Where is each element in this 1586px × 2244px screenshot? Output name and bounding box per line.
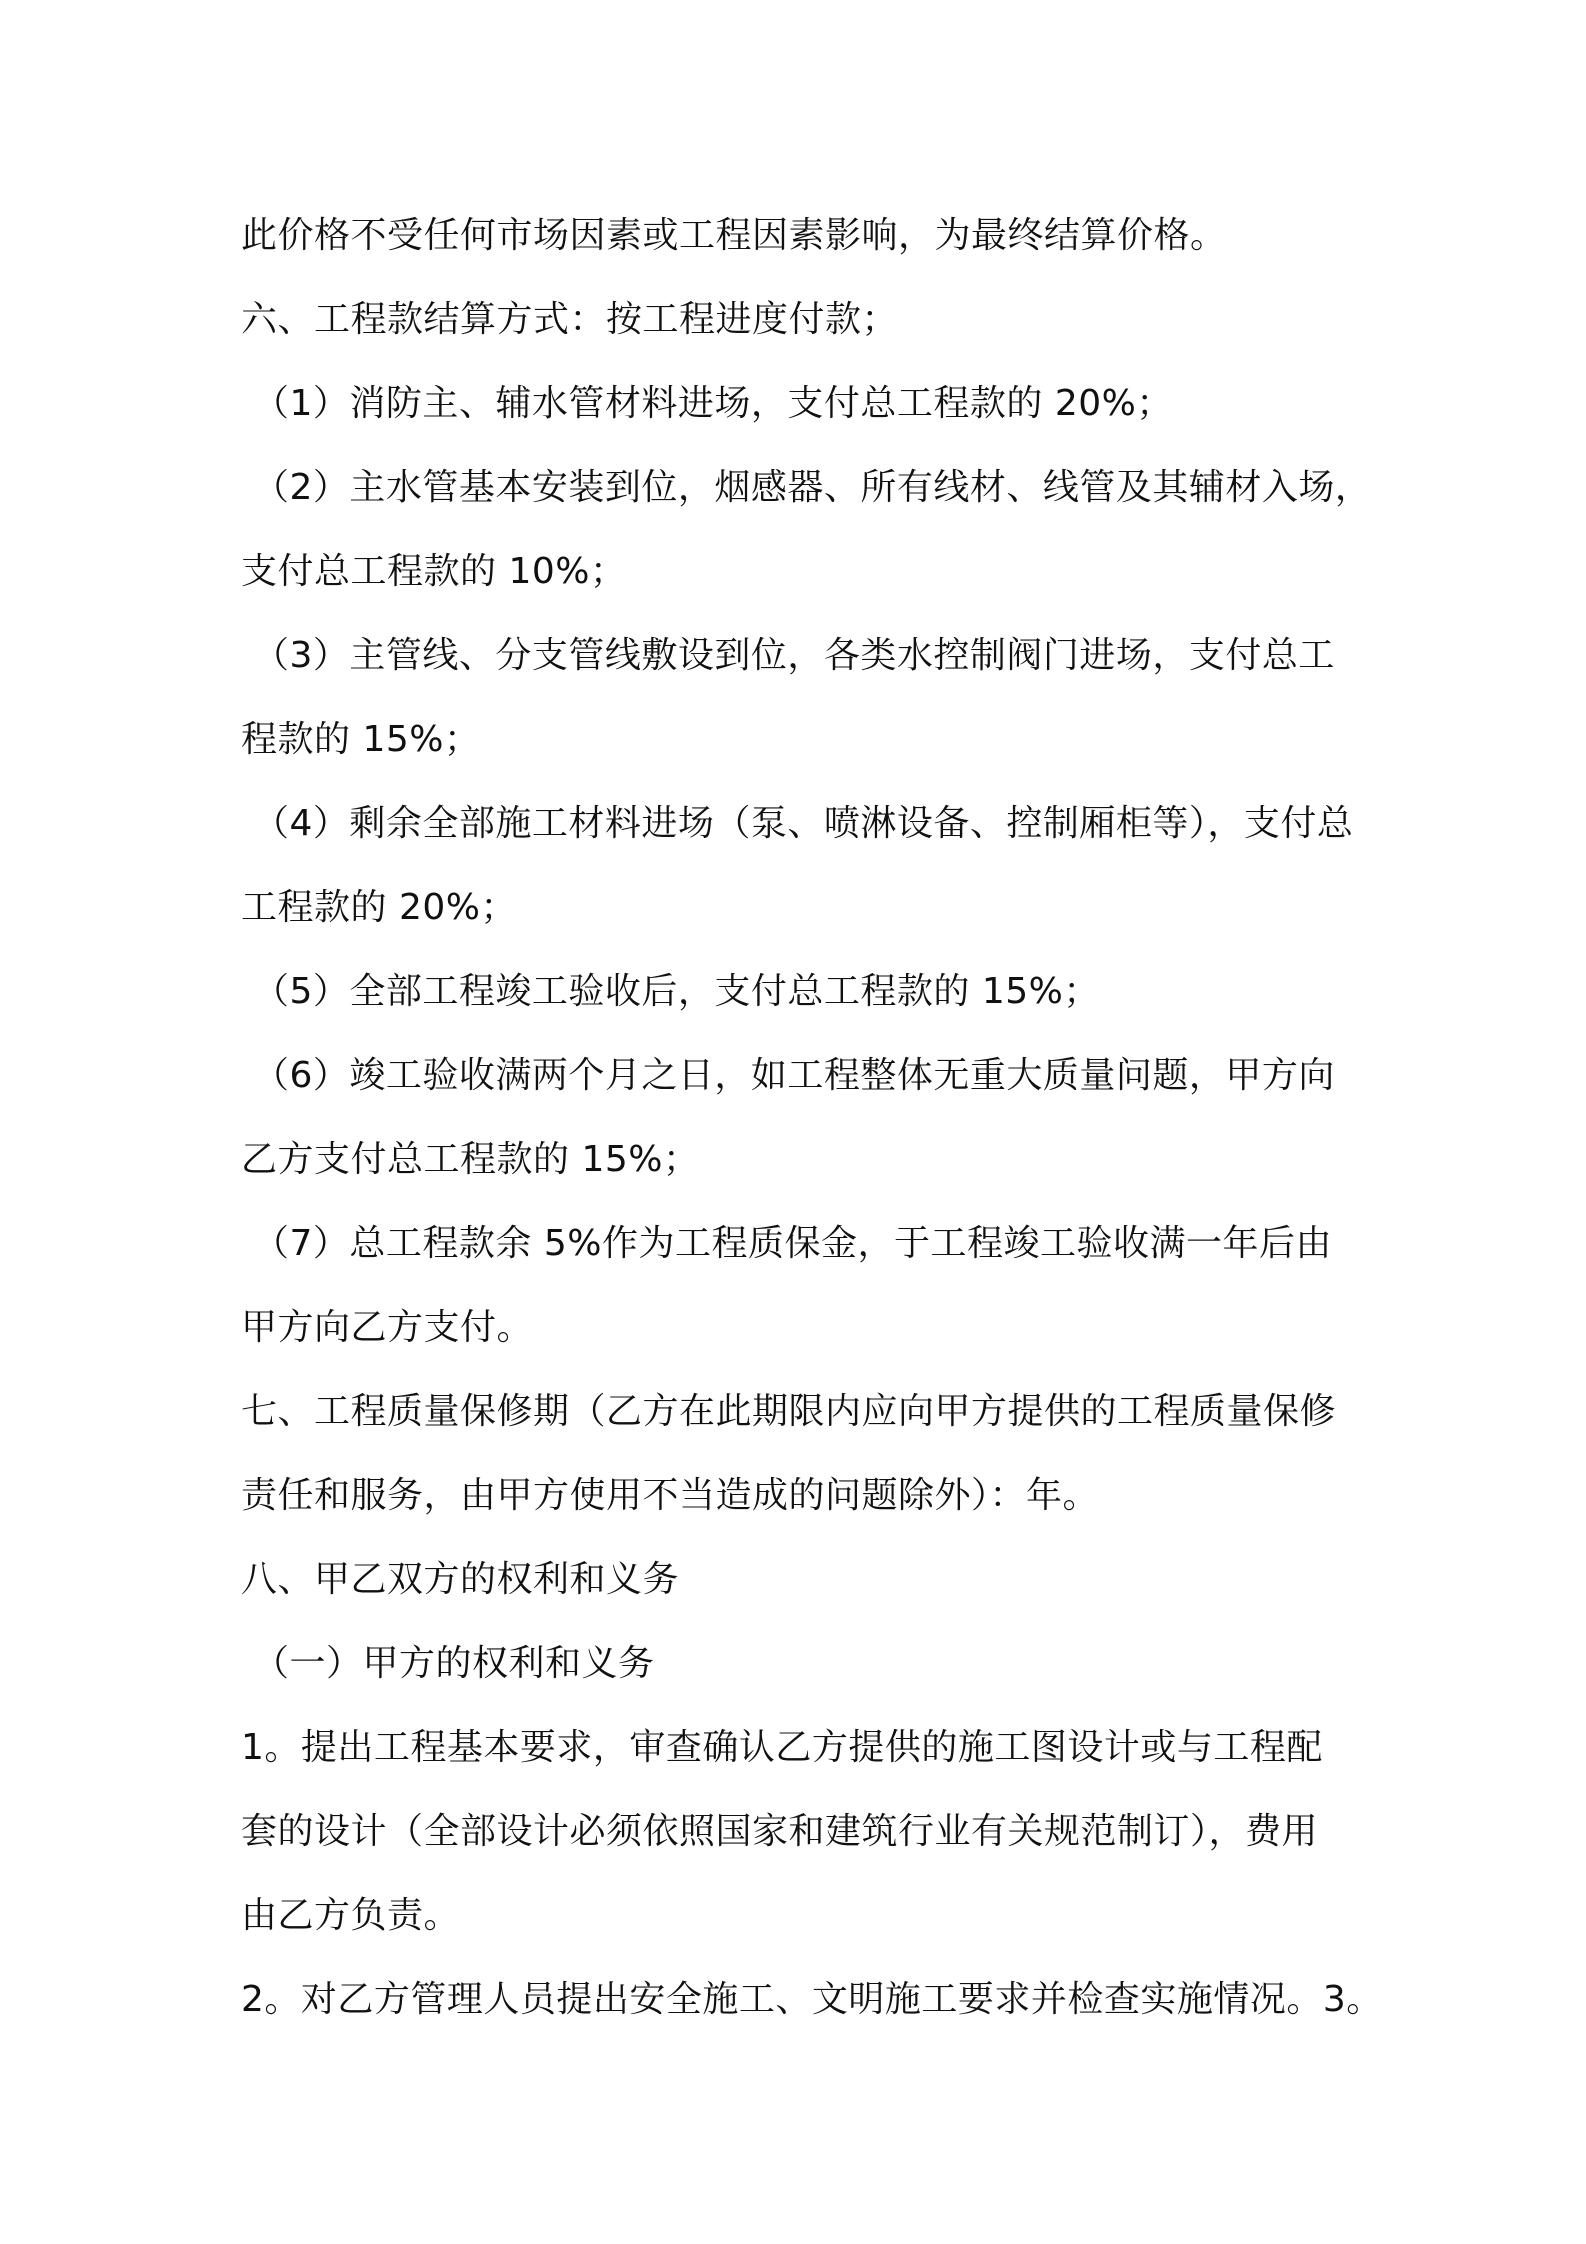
text-line: 套的设计（全部设计必须依照国家和建筑行业有关规范制订），费用 [241, 1811, 1319, 1852]
clause-1: 1。提出工程基本要求，审查确认乙方提供的施工图设计或与工程配 [241, 1727, 1323, 1768]
text-line: 工程款的 20%； [241, 887, 517, 928]
text-line: 支付总工程款的 10%； [241, 551, 627, 592]
text-line: 此价格不受任何市场因素或工程因素影响，为最终结算价格。 [241, 215, 1227, 256]
payment-item-3: （3）主管线、分支管线敷设到位，各类水控制阀门进场，支付总工 [253, 635, 1335, 676]
contract-text [241, 194, 1383, 2042]
payment-item-7: （7）总工程款余 5%作为工程质保金，于工程竣工验收满一年后由 [253, 1223, 1332, 1264]
section-heading-8: 八、甲乙双方的权利和义务 [241, 1559, 680, 1600]
text-line: 乙方支付总工程款的 15%； [241, 1139, 700, 1180]
payment-item-6: （6）竣工验收满两个月之日，如工程整体无重大质量问题，甲方向 [253, 1055, 1335, 1096]
text-line: 责任和服务，由甲方使用不当造成的问题除外）：年。 [241, 1475, 1100, 1516]
text-line: 甲方向乙方支付。 [241, 1307, 534, 1348]
payment-item-2: （2）主水管基本安装到位，烟感器、所有线材、线管及其辅材入场， [253, 467, 1372, 508]
clause-2: 2。对乙方管理人员提出安全施工、文明施工要求并检查实施情况。3。 [241, 1979, 1383, 2020]
text-line: 程款的 15%； [241, 719, 481, 760]
section-heading-7: 七、工程质量保修期（乙方在此期限内应向甲方提供的工程质量保修 [241, 1391, 1337, 1432]
text-line: 由乙方负责。 [241, 1895, 461, 1936]
payment-item-1: （1）消防主、辅水管材料进场，支付总工程款的 20%； [253, 383, 1173, 424]
payment-item-4: （4）剩余全部施工材料进场（泵、喷淋设备、控制厢柜等），支付总 [253, 803, 1354, 844]
subsection-heading-1: （一）甲方的权利和义务 [253, 1643, 655, 1684]
payment-item-5: （5）全部工程竣工验收后，支付总工程款的 15%； [253, 971, 1100, 1012]
section-heading-6: 六、工程款结算方式：按工程进度付款； [241, 299, 899, 340]
